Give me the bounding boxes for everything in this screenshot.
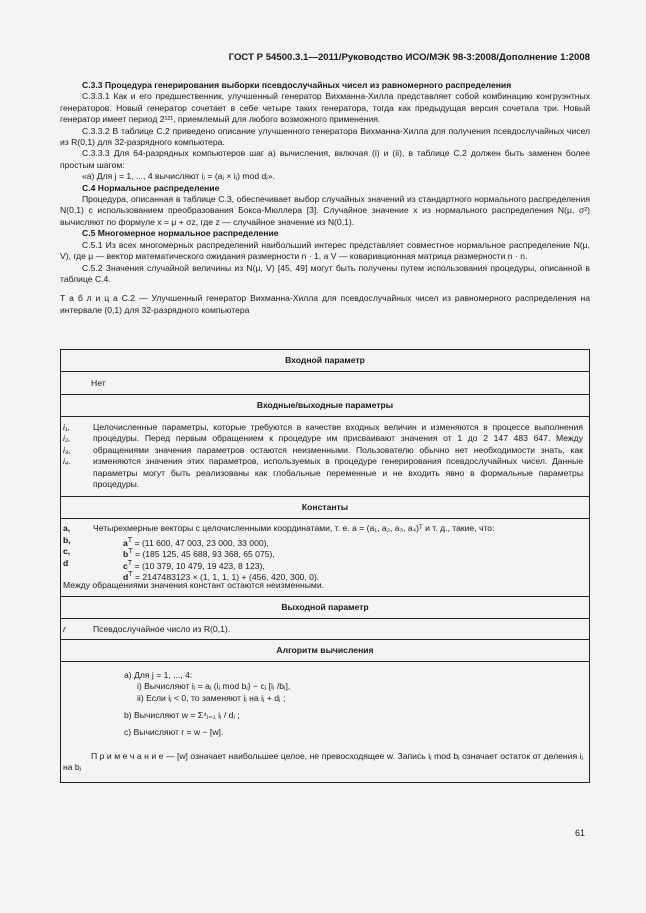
page-number: 61 xyxy=(575,828,586,838)
io-label: i₁, xyxy=(63,422,71,432)
io-label: i₃, xyxy=(63,444,71,455)
const-labels xyxy=(61,523,93,580)
document-header: ГОСТ Р 54500.3.1—2011/Руководство ИСО/МЭК 98-3:2008/Дополнение 1:2008 xyxy=(228,52,590,63)
io-label: i₂, xyxy=(63,433,71,444)
body-text xyxy=(60,80,590,316)
paragraph-c4: Процедура, описанная в таблице С.3, обеспечивает выбор случайных значений из стандартного нормального распределения N(0,1) с использованием преобразования Бокса-Мюллера [3]. Случайное значение x из нормального распределения N(μ, σ²) вычисляют по формуле x = μ + σz, где z — случайное значение из N(0,1). xyxy=(60,194,590,227)
const-label: d xyxy=(63,557,69,568)
algo-header: Алгоритм вычисления xyxy=(61,639,589,661)
const-intro: Четырехмерные векторы с целочисленными координатами, т. е. a = (a₁, a₂, a₃, a₄)ᵀ и т. д., такие, что: xyxy=(93,523,495,534)
vector-d: $d^T = 2147483123 \times (1$, 1, 1, 1) + (456, 420, 300, 0). xyxy=(123,570,320,582)
io-labels xyxy=(61,422,93,490)
const-label: a, xyxy=(63,523,71,534)
algo-section xyxy=(61,661,589,782)
const-label: c, xyxy=(63,546,71,557)
table-c2 xyxy=(60,349,590,783)
output-text: Псевдослучайное число из R(0,1). xyxy=(93,623,231,634)
paragraph-c51: С.5.1 Из всех многомерных распределений наибольший интерес представляет совместное нормальное распределение N(μ, V), где μ — вектор математического ожидания размерности n · 1, а V — ковариационная матрица размерности n · n. xyxy=(60,239,590,262)
vector-c: $c^T = (10$ 379, 10 479, 19 423, 8 123), xyxy=(123,558,265,571)
heading-c5: С.5 Многомерное нормальное распределение xyxy=(82,228,279,239)
output-label: r xyxy=(63,623,66,634)
output-header: Выходной параметр xyxy=(61,596,589,618)
const-note: Между обращениями значения констант остаются неизменными. xyxy=(63,580,325,591)
paragraph-c52: С.5.2 Значения случайной величины из N(μ, V) [45, 49] могут быть получены путем использования процедуры, описанной в таблице С.4. xyxy=(60,262,590,284)
algo-step-c: c) Вычисляют r = w − [w]. xyxy=(124,727,224,738)
algo-step-a: a) Для j = 1, ..., 4: xyxy=(124,669,193,680)
const-header: Константы xyxy=(61,496,589,518)
table-note: П р и м е ч а н и е — [w] означает наибольшее целое, не превосходящее w. Запись iⱼ mod bⱼ означает остаток от деления iⱼ на bⱼ xyxy=(63,750,583,773)
formula-c333: «а) Для j = 1, ..., 4 вычисляют iⱼ = (aⱼ × iⱼ) mod dⱼ». xyxy=(82,171,275,182)
input-header: Входной параметр xyxy=(285,355,365,365)
algo-step-a-ii: ii) Если iⱼ < 0, то заменяют iⱼ на iⱼ + dⱼ ; xyxy=(137,692,286,703)
paragraph-c333: С.3.3.3 Для 64-разрядных компьютеров шаг а) вычисления, включая (i) и (ii), в таблице С.2 должен быть заменен более простым шагом: xyxy=(60,148,590,170)
input-value: Нет xyxy=(61,371,589,394)
io-section xyxy=(61,416,589,496)
const-label: b, xyxy=(63,534,71,545)
vector-list xyxy=(93,535,583,581)
vector-b: $b^T = (185$ 125, 45 688, 93 368, 65 075), xyxy=(123,547,275,560)
algo-step-b: b) Вычисляют w = Σ⁴ⱼ₌₁ iⱼ / dⱼ ; xyxy=(124,710,240,721)
io-description: Целочисленные параметры, которые требуются в качестве входных величин и изменяются в процессе выполнения процедуры. Перед первым обращением к процедуре им присваивают значения от 1 до 2 147 483 647. Между обращениями значения параметров остаются неизменными. Пользователю обычно нет необходимости знать, как изменяются значения этих параметров, используемых в процедуре генерирования псевдослучайных чисел. Данные параметры могут быть реализованы как глобальные переменные и не входить явно в формальные параметры процедуры. xyxy=(93,422,583,490)
paragraph-c332: С.3.3.2 В таблице С.2 приведено описание улучшенного генератора Вихманна-Хилла для получения псевдослучайных чисел из R(0,1) для 32-разрядного компьютера. xyxy=(60,125,590,148)
heading-c33: С.3.3 Процедура генерирования выборки псевдослучайных чисел из равномерного распределения xyxy=(82,80,512,90)
vector-a: $a^T = (11$ 600, 47 003, 23 000, 33 000), xyxy=(123,535,269,548)
io-label: i₄. xyxy=(63,456,71,467)
paragraph-c331: С.3.3.1 Как и его предшественник, улучшенный генератор Вихманна-Хилла представляет собой комбинацию конгруэнтных генераторов. Новый генератор сочетает в себе четыре таких генератора, тогда как предыдущая версия сочетала три. Новый генератор имеет период 2¹²¹, приемлемый для любого возможного применения. xyxy=(60,91,590,125)
heading-c4: С.4 Нормальное распределение xyxy=(82,182,220,193)
table-caption: Т а б л и ц а С.2 — Улучшенный генератор Вихманна-Хилла для псевдослучайных чисел из равномерного распределения на интервале (0,1) для 32-разрядного компьютера xyxy=(60,293,590,315)
const-section xyxy=(61,518,589,595)
output-section xyxy=(61,618,589,639)
algo-step-a-i: i) Вычисляют iⱼ = aⱼ (iⱼ mod bⱼ) − cⱼ [iⱼ /bⱼ], xyxy=(137,681,291,692)
io-header: Входные/выходные параметры xyxy=(61,394,589,416)
